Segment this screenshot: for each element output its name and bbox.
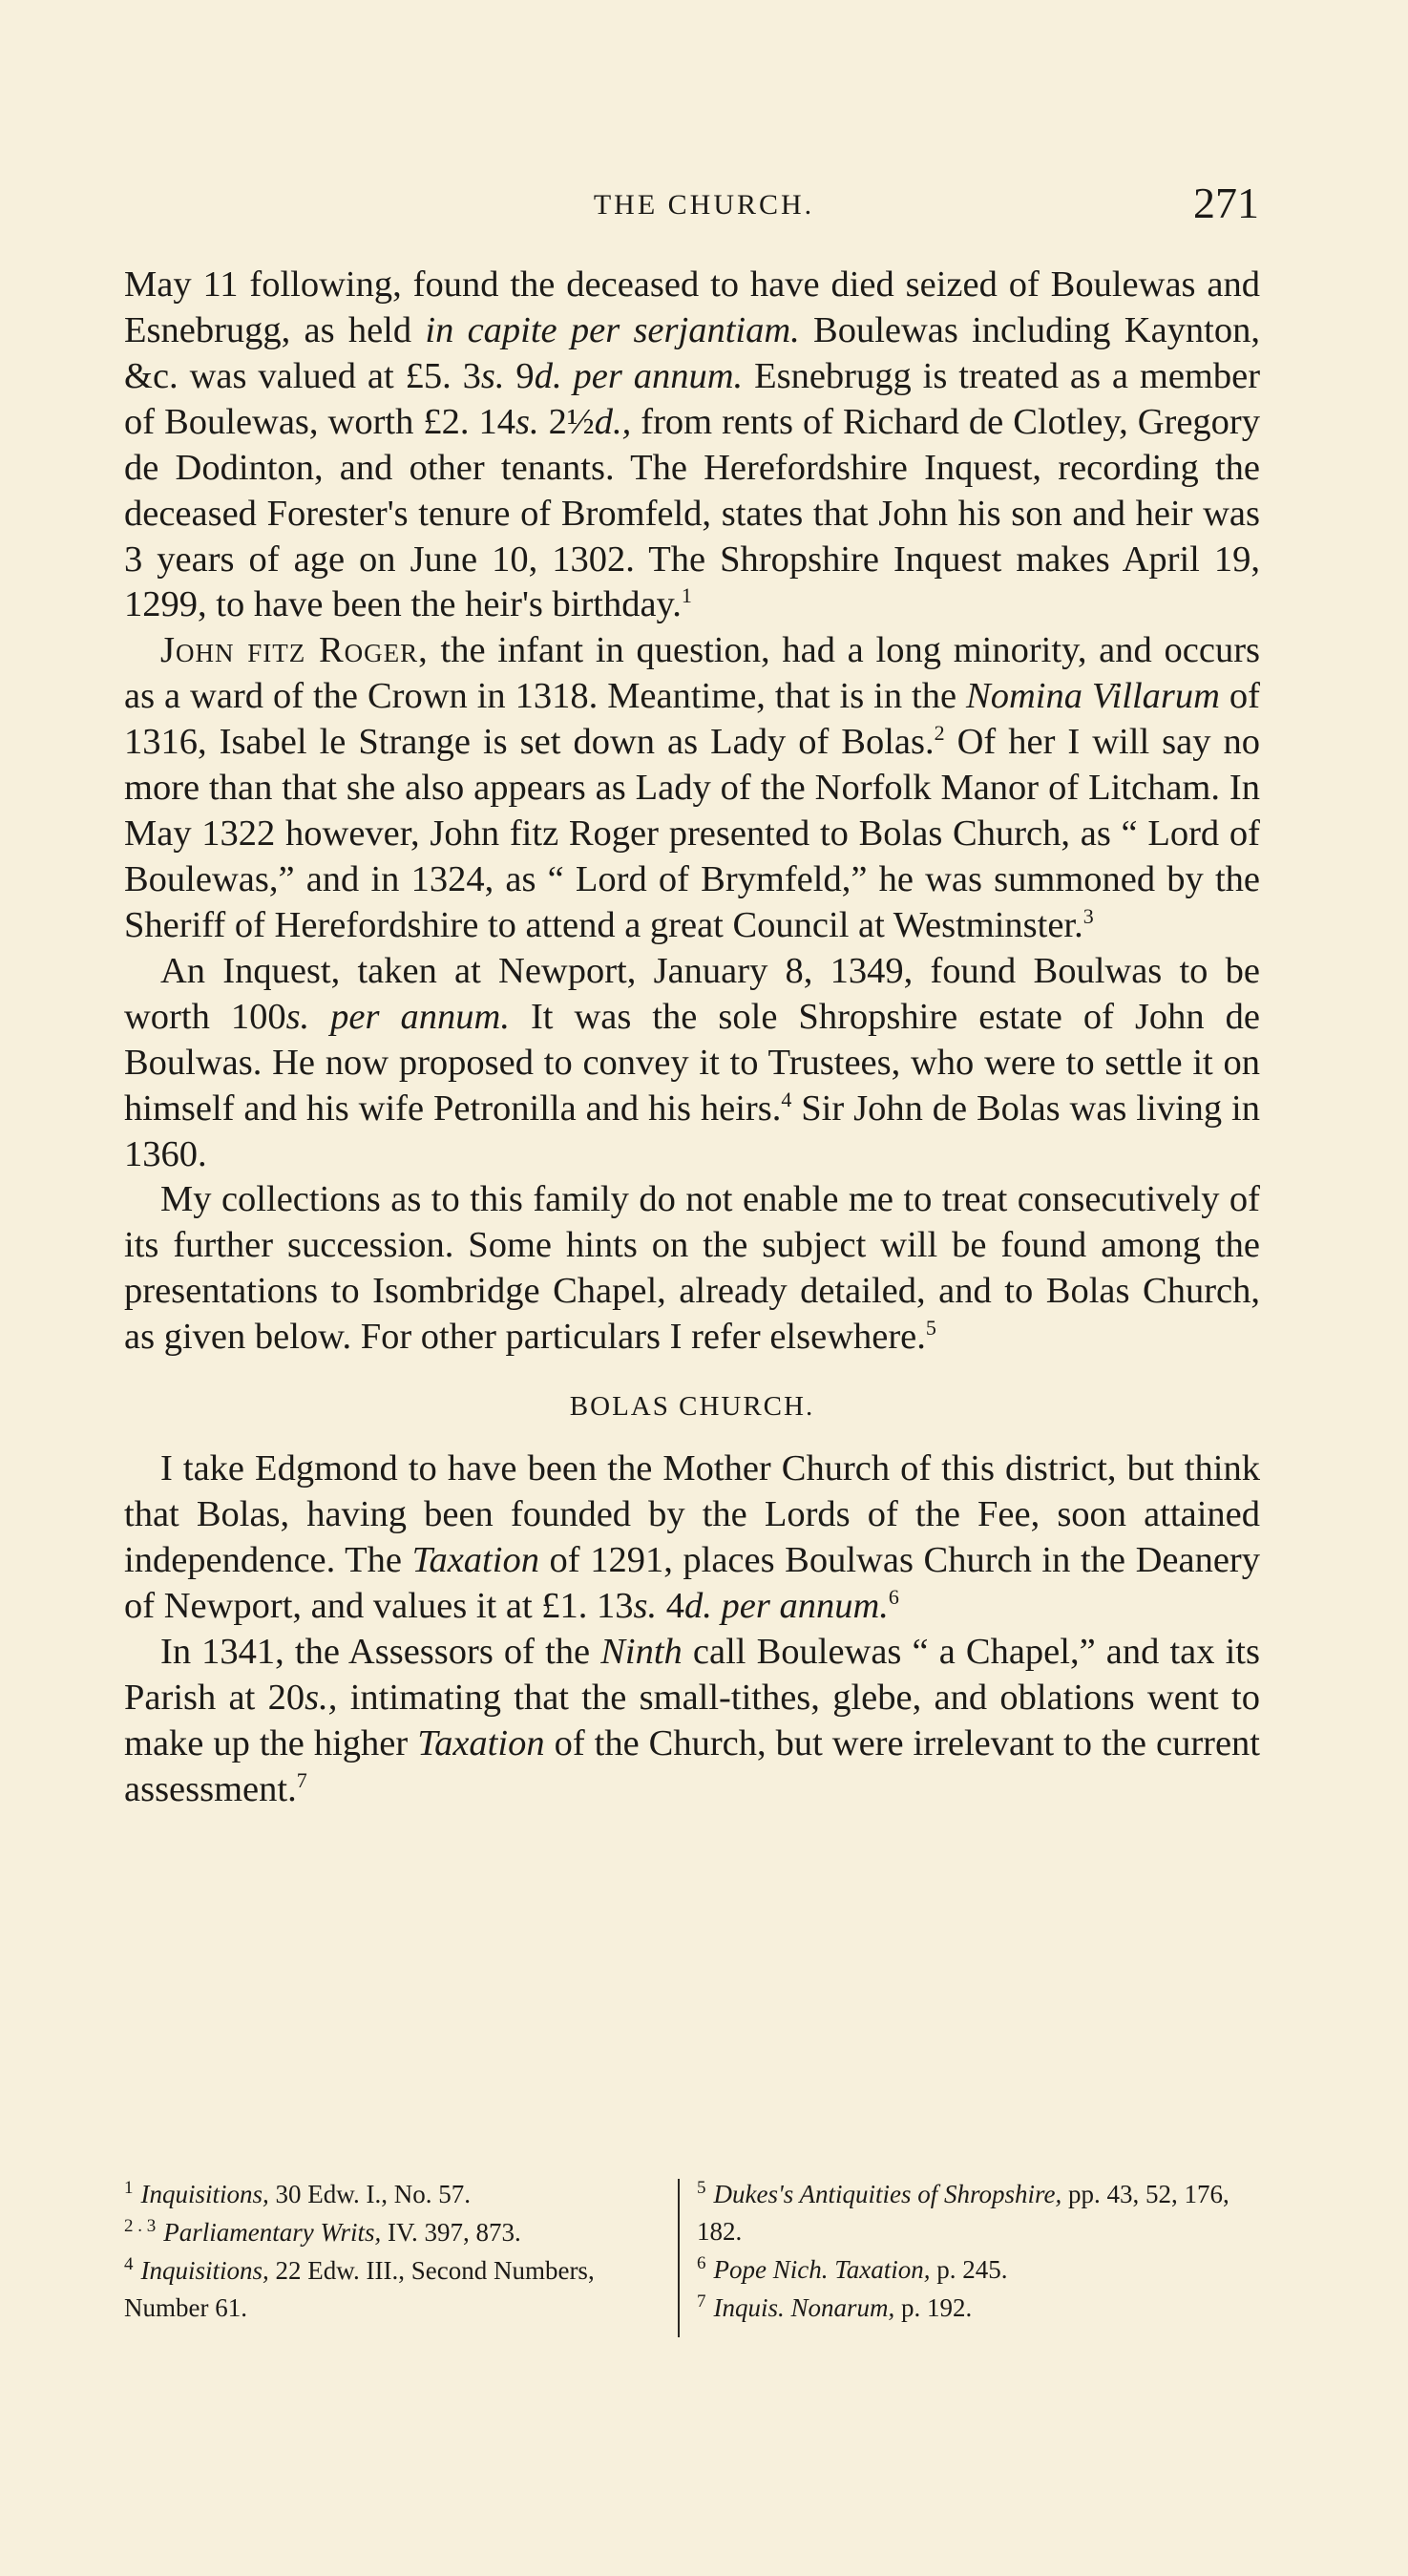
small-caps-name: John fitz Roger, <box>160 630 429 671</box>
text-run: In 1341, the Assessors of the <box>160 1631 601 1672</box>
text-run: Of her I will say no more than that she also appears as Lady of the Norfolk Manor of Litcham. In May 1322 however, John fitz Roger presented to Bolas Church, as “ Lord of Boulewas,” and in 1324, as “ Lord of Brymfeld,” he was summoned by the Sheriff of Herefordshire to attend a great Council at Westminster. <box>124 722 1260 945</box>
text-run: 9 <box>504 355 535 396</box>
text-run: call Boulewas “ a Chapel,” and tax its Parish at 20 <box>124 1631 1260 1718</box>
footnote-5 <box>697 2175 1236 2250</box>
footnote-work: Pope Nich. Taxation, <box>713 2255 931 2285</box>
italic-run: s. <box>515 401 539 442</box>
italic-run: in capite per serjantiam. <box>425 309 800 350</box>
footnote-text: p. 192. <box>894 2293 973 2323</box>
text-run: Boulewas including Kaynton, &c. was valued at £5. 3 <box>124 309 1260 396</box>
main-text <box>124 263 1260 1813</box>
footnotes-left-column <box>124 2175 663 2328</box>
italic-run: s. <box>633 1585 658 1626</box>
footnote-ref: 1 <box>124 2178 134 2198</box>
text-run: of the Church, but were irrelevant to the current assessment. <box>124 1722 1261 1809</box>
italic-run: d. per annum. <box>684 1585 889 1626</box>
italic-run: Nomina Villarum <box>966 676 1220 717</box>
footnote-7 <box>697 2289 1236 2327</box>
italic-run: Taxation <box>411 1540 539 1581</box>
footnote-work: Inquisitions, <box>140 2180 269 2208</box>
footnote-marker: 4 <box>781 1087 792 1111</box>
footnote-work: Inquisitions, <box>140 2256 269 2286</box>
text-run: 4 <box>657 1585 685 1626</box>
text-run: intimating that the small-tithes, glebe, and oblations went to make up the higher <box>124 1677 1260 1763</box>
footnote-ref: 5 <box>697 2178 706 2198</box>
footnote-work: Parliamentary Writs, <box>163 2218 382 2248</box>
footnote-text: 30 Edw. I., No. 57. <box>268 2180 471 2208</box>
footnote-text: pp. 43, 52, 176, 182. <box>697 2180 1229 2247</box>
footnote-work: Dukes's Antiquities of Shropshire, <box>713 2180 1062 2208</box>
footnote-text: p. 245. <box>930 2255 1008 2285</box>
text-run: Sir John de Bolas was living in 1360. <box>124 1087 1260 1174</box>
paragraph-3 <box>124 949 1260 1178</box>
footnote-text: 22 Edw. III., Second Numbers, Number 61. <box>124 2256 595 2323</box>
footnote-ref: 7 <box>697 2291 706 2312</box>
italic-run: d., <box>594 401 632 442</box>
text-run: Esnebrugg is treated as a member of Boulewas, worth £2. 14 <box>124 355 1261 442</box>
text-run: I take Edgmond to have been the Mother Church of this district, but think that Bolas, having been founded by the Lords of the Fee, soon attained independence. The <box>124 1448 1260 1581</box>
paragraph-1 <box>124 263 1260 628</box>
footnote-6 <box>697 2250 1236 2289</box>
footnote-4 <box>124 2251 663 2327</box>
paragraph-5 <box>124 1446 1260 1630</box>
italic-run: s. <box>480 355 505 396</box>
text-run: An Inquest, taken at Newport, January 8, 1349, found Boulwas to be worth 100 <box>124 950 1260 1037</box>
text-run: My collections as to this family do not enable me to treat consecutively of its further succession. Some hints on the subject will be found among the presentations to Isombridge Chapel, already detailed, and to Bolas Church, as given below. For other particulars I refer elsewhere. <box>124 1179 1260 1358</box>
footnote-ref: 2 . 3 <box>124 2216 157 2237</box>
running-title: THE CHURCH. <box>593 189 815 221</box>
text-run: It was the sole Shropshire estate of John de Boulwas. He now proposed to convey it to Trustees, who were to settle it on himself and his wife Petronilla and his heirs. <box>124 996 1261 1129</box>
footnote-ref: 6 <box>697 2253 706 2274</box>
footnote-marker: 5 <box>925 1316 936 1341</box>
footnote-marker: 1 <box>681 583 692 608</box>
footnote-1 <box>124 2175 663 2213</box>
footnote-text: IV. 397, 873. <box>381 2218 521 2248</box>
italic-run: s., <box>305 1677 338 1718</box>
footnote-ref: 4 <box>124 2254 134 2275</box>
text-run: May 11 following, found the deceased to have died seized of Boulewas and Esnebrugg, as held <box>124 264 1260 350</box>
text-run: from rents of Richard de Clotley, Gregory de Dodinton, and other tenants. The Herefordshire Inquest, recording the deceased Forester's tenure of Bromfeld, states that John his son and heir was 3 years of age on June 10, 1302. The Shropshire Inquest makes April 19, 1299, to have been the heir's birthday. <box>124 401 1261 625</box>
footnote-work: Inquis. Nonarum, <box>713 2293 895 2323</box>
footnote-marker: 6 <box>888 1585 899 1610</box>
text-run: the infant in question, had a long minority, and occurs as a ward of the Crown in 1318. Meantime, that is in the <box>124 630 1260 717</box>
text-run: of 1316, Isabel le Strange is set down as Lady of Bolas. <box>124 676 1260 763</box>
page-number: 271 <box>1193 179 1259 227</box>
paragraph-4 <box>124 1177 1260 1361</box>
column-divider <box>678 2179 680 2337</box>
footnote-marker: 2 <box>934 721 945 746</box>
italic-run: s. per annum. <box>285 996 510 1037</box>
footnote-2-3 <box>124 2213 663 2251</box>
text-run: of 1291, places Boulwas Church in the Deanery of Newport, and values it at £1. 13 <box>124 1540 1260 1626</box>
running-head <box>0 181 1408 239</box>
paragraph-2 <box>124 628 1260 948</box>
paragraph-6 <box>124 1630 1260 1813</box>
footnotes-right-column <box>697 2175 1236 2328</box>
section-heading: BOLAS CHURCH. <box>569 1391 815 1423</box>
italic-run: Ninth <box>600 1631 683 1672</box>
footnote-marker: 3 <box>1082 904 1094 929</box>
text-run: 2½ <box>538 401 595 442</box>
italic-run: Taxation <box>417 1722 545 1763</box>
footnote-marker: 7 <box>296 1767 307 1792</box>
italic-run: d. per annum. <box>534 355 744 396</box>
